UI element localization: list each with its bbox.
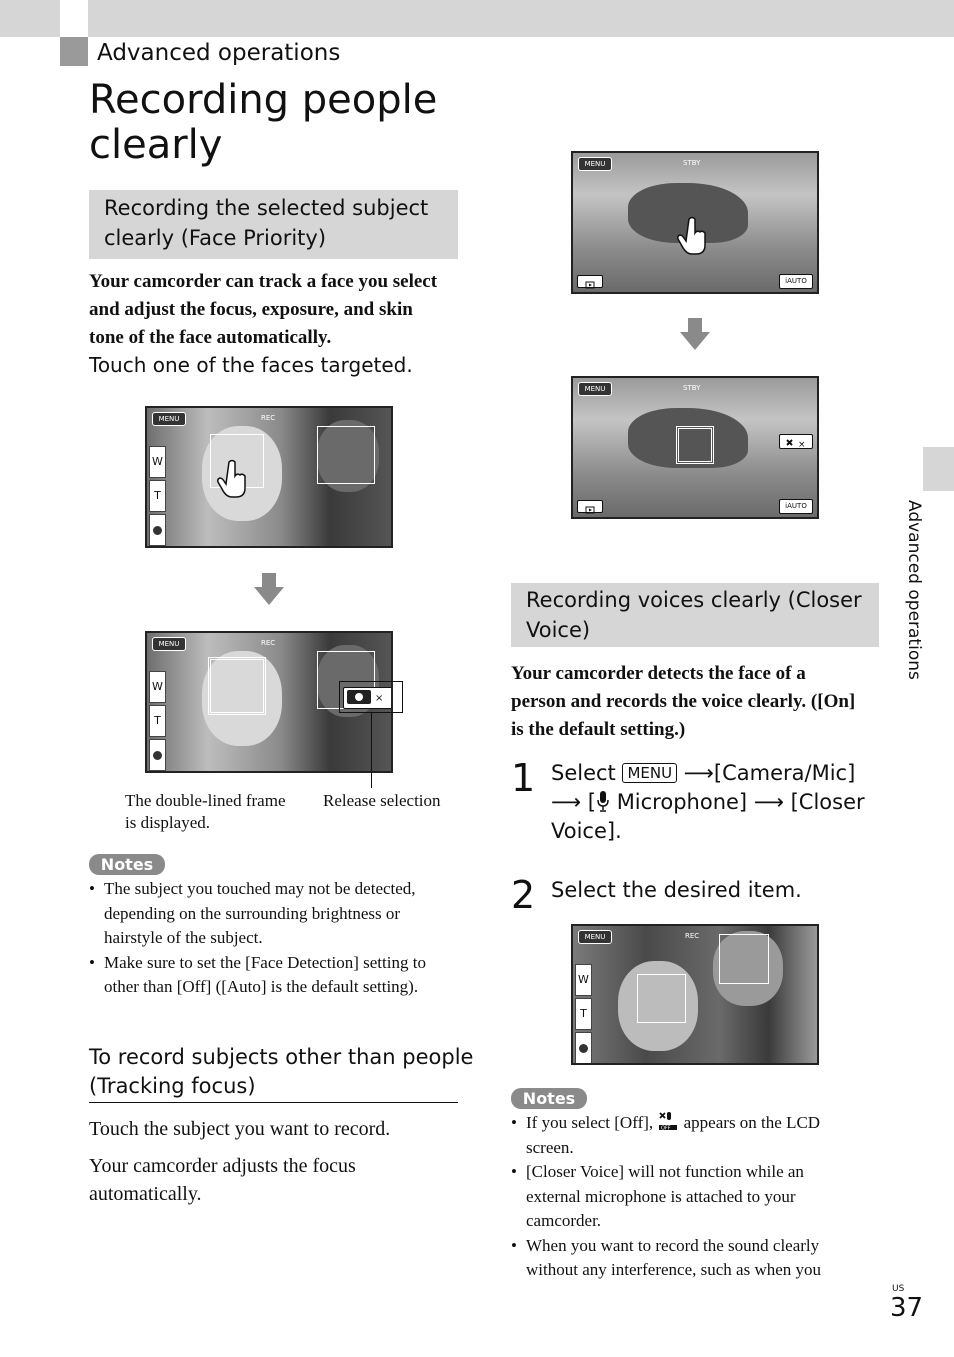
closer-item: [Closer <box>790 790 865 814</box>
down-arrow-icon <box>680 318 710 350</box>
stby-indicator: STBY <box>683 384 701 392</box>
i-icon: i <box>785 502 788 510</box>
auto-badge: AUTO <box>787 277 807 285</box>
note-text: appears on the LCD <box>683 1113 821 1132</box>
tracking-rule <box>89 1102 458 1103</box>
tracking-p2 <box>89 1152 356 1208</box>
note-line <box>526 1111 883 1136</box>
lcd-screen-closer-voice <box>571 924 819 1065</box>
note-line: screen. <box>526 1137 574 1157</box>
arrow-right-icon: ⟶ <box>683 761 714 785</box>
page-title-line2: clearly <box>89 122 223 168</box>
arrow-right-icon: ⟶ <box>551 790 582 814</box>
header-gap <box>60 0 88 37</box>
tracking-heading-line: (Tracking focus) <box>89 1074 256 1098</box>
caption-line: is displayed. <box>125 813 210 832</box>
playback-button[interactable] <box>577 500 603 513</box>
face-priority-heading <box>104 193 428 253</box>
touch-hand-icon <box>217 458 249 498</box>
tracking-release-icon <box>780 437 812 450</box>
face-priority-instruction: Touch one of the faces targeted. <box>89 353 413 377</box>
closer-voice-off-icon <box>657 1111 679 1131</box>
step-2-number: 2 <box>511 873 536 917</box>
note-line: • [Closer Voice] will not function while an <box>526 1162 804 1181</box>
section-label: Advanced operations <box>97 40 341 66</box>
tracking-p1: Touch the subject you want to record. <box>89 1118 391 1140</box>
note-item <box>511 1234 883 1283</box>
page-title-line1: Recording people <box>89 77 438 123</box>
note-line: depending on the surrounding brightness or <box>104 903 401 923</box>
record-button[interactable] <box>149 739 166 771</box>
tracking-heading-line: To record subjects other than people <box>89 1045 474 1069</box>
intro-line: tone of the face automatically. <box>89 327 332 348</box>
face-priority-heading-line1: Recording the selected subject <box>104 196 429 220</box>
note-line: external microphone is attached to your <box>526 1186 796 1206</box>
zoom-t-button[interactable]: T <box>149 705 166 737</box>
closer-voice-heading-line: Voice) <box>526 618 591 642</box>
side-tab-label: Advanced operations <box>904 500 924 680</box>
closer-voice-heading <box>526 585 862 645</box>
header-bar <box>0 0 954 37</box>
note-line: • Make sure to set the [Face Detection] setting to <box>104 952 426 972</box>
menu-button[interactable]: MENU <box>152 637 186 651</box>
face-priority-heading-line2: clearly (Face Priority) <box>104 226 327 250</box>
touch-hand-icon <box>677 215 709 255</box>
page-region-code: US <box>892 1284 905 1294</box>
intro-line: is the default setting.) <box>511 719 686 740</box>
notes-list <box>511 1111 883 1283</box>
face-frame[interactable] <box>637 974 686 1023</box>
menu-button[interactable]: MENU <box>578 157 612 171</box>
down-arrow-icon <box>254 573 284 605</box>
tracking-heading <box>89 1043 473 1101</box>
microphone-icon <box>596 790 610 812</box>
step-1-line <box>551 759 871 788</box>
note-text: If you select [Off], <box>526 1113 654 1132</box>
svg-text:×: × <box>375 693 384 704</box>
rec-indicator: REC <box>261 639 276 647</box>
tracking-p2-line: Your camcorder adjusts the focus <box>89 1155 356 1177</box>
menu-button[interactable]: MENU <box>152 412 186 426</box>
svg-text:OFF: OFF <box>661 1125 672 1131</box>
closer-voice-heading-box <box>511 583 879 647</box>
menu-button[interactable]: MENU <box>578 930 612 944</box>
lcd-screen-cat-touch <box>571 151 819 294</box>
intelligent-auto-button[interactable] <box>779 274 813 289</box>
intro-line: Your camcorder can track a face you select <box>89 271 438 292</box>
auto-badge: AUTO <box>787 502 807 510</box>
zoom-w-button[interactable]: W <box>149 671 166 703</box>
caption-line: The double-lined frame <box>125 791 286 810</box>
record-button[interactable] <box>575 1032 592 1064</box>
lcd-screen-cat-tracking <box>571 376 819 519</box>
playback-icon <box>578 505 602 516</box>
playback-icon <box>578 280 602 291</box>
caption-release-selection: Release selection <box>323 791 441 810</box>
notes-list <box>89 877 461 1000</box>
intro-line: Your camcorder detects the face of a <box>511 663 806 684</box>
note-line: camcorder. <box>526 1211 602 1230</box>
zoom-t-button[interactable]: T <box>575 998 592 1030</box>
lcd-screen-face-touch <box>145 406 393 548</box>
side-tab-marker <box>923 447 954 491</box>
svg-text:×: × <box>798 440 806 450</box>
menu-key: MENU <box>622 763 677 783</box>
zoom-w-button[interactable]: W <box>149 446 166 478</box>
step-2-text: Select the desired item. <box>551 878 802 902</box>
note-item <box>89 951 461 1000</box>
zoom-t-button[interactable]: T <box>149 480 166 512</box>
rec-indicator: REC <box>685 932 700 940</box>
note-line: other than [Off] ([Auto] is the default setting). <box>104 977 419 996</box>
note-item <box>511 1160 883 1234</box>
i-icon: i <box>785 277 788 285</box>
stby-indicator: STBY <box>683 159 701 167</box>
bracket-open: [ <box>587 790 596 814</box>
step-1-text <box>551 759 871 846</box>
note-line: hairstyle of the subject. <box>104 928 263 947</box>
double-lined-frame[interactable] <box>208 657 266 715</box>
notes-label: Notes <box>511 1088 587 1109</box>
step-1-line <box>551 788 871 817</box>
release-selection-callout-line <box>371 712 372 788</box>
microphone-item: Microphone] <box>616 790 748 814</box>
select-word: Select <box>551 761 616 785</box>
playback-button[interactable] <box>577 275 603 288</box>
arrow-right-icon: ⟶ <box>753 790 784 814</box>
intro-line: and adjust the focus, exposure, and skin <box>89 299 413 320</box>
rec-indicator: REC <box>261 414 276 422</box>
release-tracking-button[interactable] <box>779 434 813 449</box>
face-priority-heading-box <box>89 190 458 259</box>
caption-double-lined-frame <box>125 790 286 834</box>
section-marker <box>60 37 88 66</box>
closer-voice-intro <box>511 660 883 744</box>
face-priority-intro <box>89 268 461 352</box>
zoom-w-button[interactable]: W <box>575 964 592 996</box>
notes-label: Notes <box>89 854 165 875</box>
note-item <box>89 877 461 951</box>
note-item <box>511 1111 883 1160</box>
tracking-p2-line: automatically. <box>89 1183 202 1205</box>
page-title <box>89 78 437 168</box>
step-1-number: 1 <box>511 756 536 800</box>
release-selection-callout-box <box>339 681 403 713</box>
intelligent-auto-button[interactable] <box>779 499 813 514</box>
camera-mic-item: [Camera/Mic] <box>713 761 856 785</box>
face-frame[interactable] <box>719 934 769 984</box>
step-1-line: Voice]. <box>551 819 622 843</box>
note-line: • When you want to record the sound clearly <box>526 1235 820 1255</box>
note-line: without any interference, such as when you <box>526 1260 822 1279</box>
page-number: 37 <box>890 1293 924 1323</box>
note-line: • The subject you touched may not be detected, <box>104 879 416 898</box>
record-button[interactable] <box>149 514 166 546</box>
menu-button[interactable]: MENU <box>578 382 612 396</box>
face-frame[interactable] <box>317 426 375 484</box>
closer-voice-heading-line: Recording voices clearly (Closer <box>526 588 862 612</box>
tracking-frame[interactable] <box>676 426 714 464</box>
intro-line: person and records the voice clearly. ([On] <box>511 691 856 712</box>
